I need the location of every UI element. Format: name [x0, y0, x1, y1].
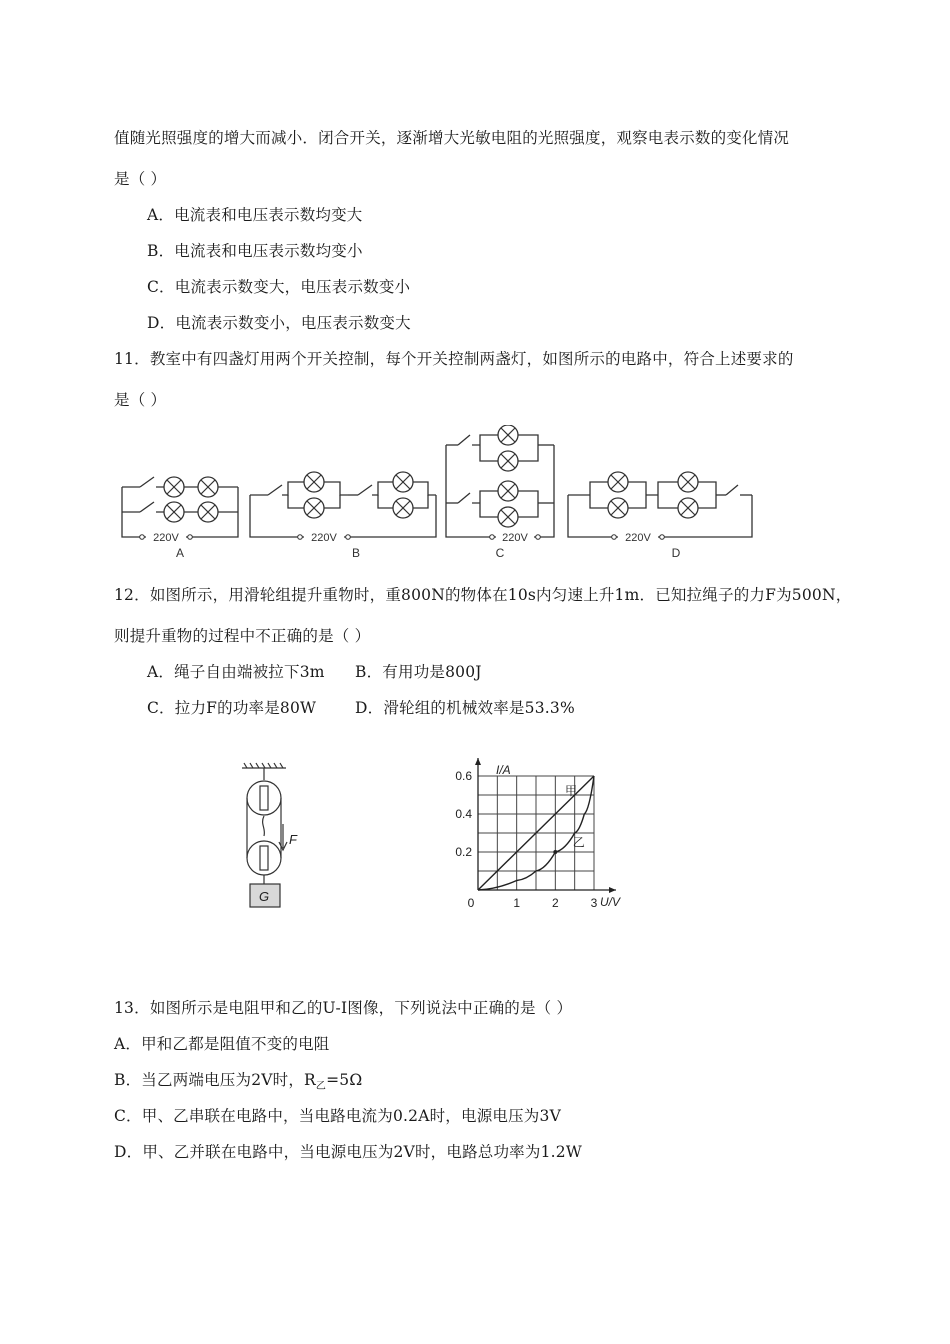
q13-option-b-sub: 乙 — [315, 1081, 327, 1093]
q13-option-c: C．甲、乙串联在电路中，当电路电流为0.2A时，电源电压为3V — [114, 1107, 561, 1125]
q12-option-b: B．有用功是800J — [355, 663, 482, 681]
chart-xlabel: U/V — [600, 895, 621, 909]
y-tick-label: 0.6 — [455, 769, 472, 783]
x-tick-label: 1 — [513, 896, 521, 910]
circuit-d-voltage: 220V — [625, 532, 651, 544]
q13-option-d: D．甲、乙并联在电路中，当电源电压为2V时，电路总功率为1.2W — [114, 1143, 582, 1161]
x-tick-label: 0 — [467, 896, 475, 910]
q10-option-c: C．电流表示数变大，电压表示数变小 — [147, 278, 411, 296]
q13-option-b-post: =5Ω — [326, 1071, 363, 1089]
chart-ylabel: I/A — [496, 763, 511, 777]
q12-option-a: A．绳子自由端被拉下3m — [147, 663, 325, 681]
pulley-weight-label: G — [259, 889, 270, 904]
q10-option-b: B．电流表和电压表示数均变小 — [147, 242, 363, 260]
y-tick-label: 0.2 — [455, 845, 472, 859]
pulley-diagram — [236, 762, 316, 912]
q10-option-d: D．电流表示数变小，电压表示数变大 — [147, 314, 411, 332]
circuit-a-voltage: 220V — [153, 532, 179, 544]
circuit-c-label: C — [495, 546, 505, 560]
q11-circuit-diagrams — [110, 425, 770, 565]
q10-line1: 值随光照强度的增大而减小．闭合开关，逐渐增大光敏电阻的光照强度，观察电表示数的变化情况 — [114, 129, 790, 147]
x-axis-arrow — [609, 887, 616, 893]
q10-line2: 是（ ） — [114, 170, 167, 188]
q13-option-b — [114, 1068, 362, 1092]
y-tick-label: 0.4 — [455, 807, 472, 821]
y-axis-arrow — [475, 758, 481, 765]
q12-line2: 则提升重物的过程中不正确的是（ ） — [114, 627, 371, 645]
q13-line1: 13．如图所示是电阻甲和乙的U-I图像，下列说法中正确的是（ ） — [114, 999, 573, 1017]
circuit-d-label: D — [671, 546, 681, 560]
q11-line2: 是（ ） — [114, 391, 167, 409]
circuit-c-voltage: 220V — [502, 532, 528, 544]
ui-graph-chart — [440, 752, 640, 922]
circuit-b-voltage: 220V — [311, 532, 337, 544]
q10-option-a: A．电流表和电压表示数均变大 — [147, 206, 363, 224]
q11-line1: 11．教室中有四盏灯用两个开关控制，每个开关控制两盏灯，如图所示的电路中，符合上述要求的 — [114, 350, 794, 368]
x-tick-label: 2 — [551, 896, 559, 910]
q13-option-a: A．甲和乙都是阻值不变的电阻 — [114, 1035, 330, 1053]
q12-option-d: D．滑轮组的机械效率是53.3% — [355, 699, 575, 717]
q12-line1: 12．如图所示，用滑轮组提升重物时，重800N的物体在10s内匀速上升1m．已知拉绳子的力F为500N， — [114, 586, 852, 604]
series-label-jia: 甲 — [565, 784, 578, 798]
circuit-a-label: A — [175, 546, 185, 560]
circuit-b-label: B — [351, 546, 361, 560]
q12-option-c: C．拉力F的功率是80W — [147, 699, 317, 717]
pulley-force-label: F — [289, 832, 297, 847]
x-tick-label: 3 — [590, 896, 598, 910]
series-point — [553, 850, 557, 854]
q13-option-b-pre: B．当乙两端电压为2V时，R — [114, 1071, 316, 1089]
series-label-yi: 乙 — [572, 835, 585, 850]
